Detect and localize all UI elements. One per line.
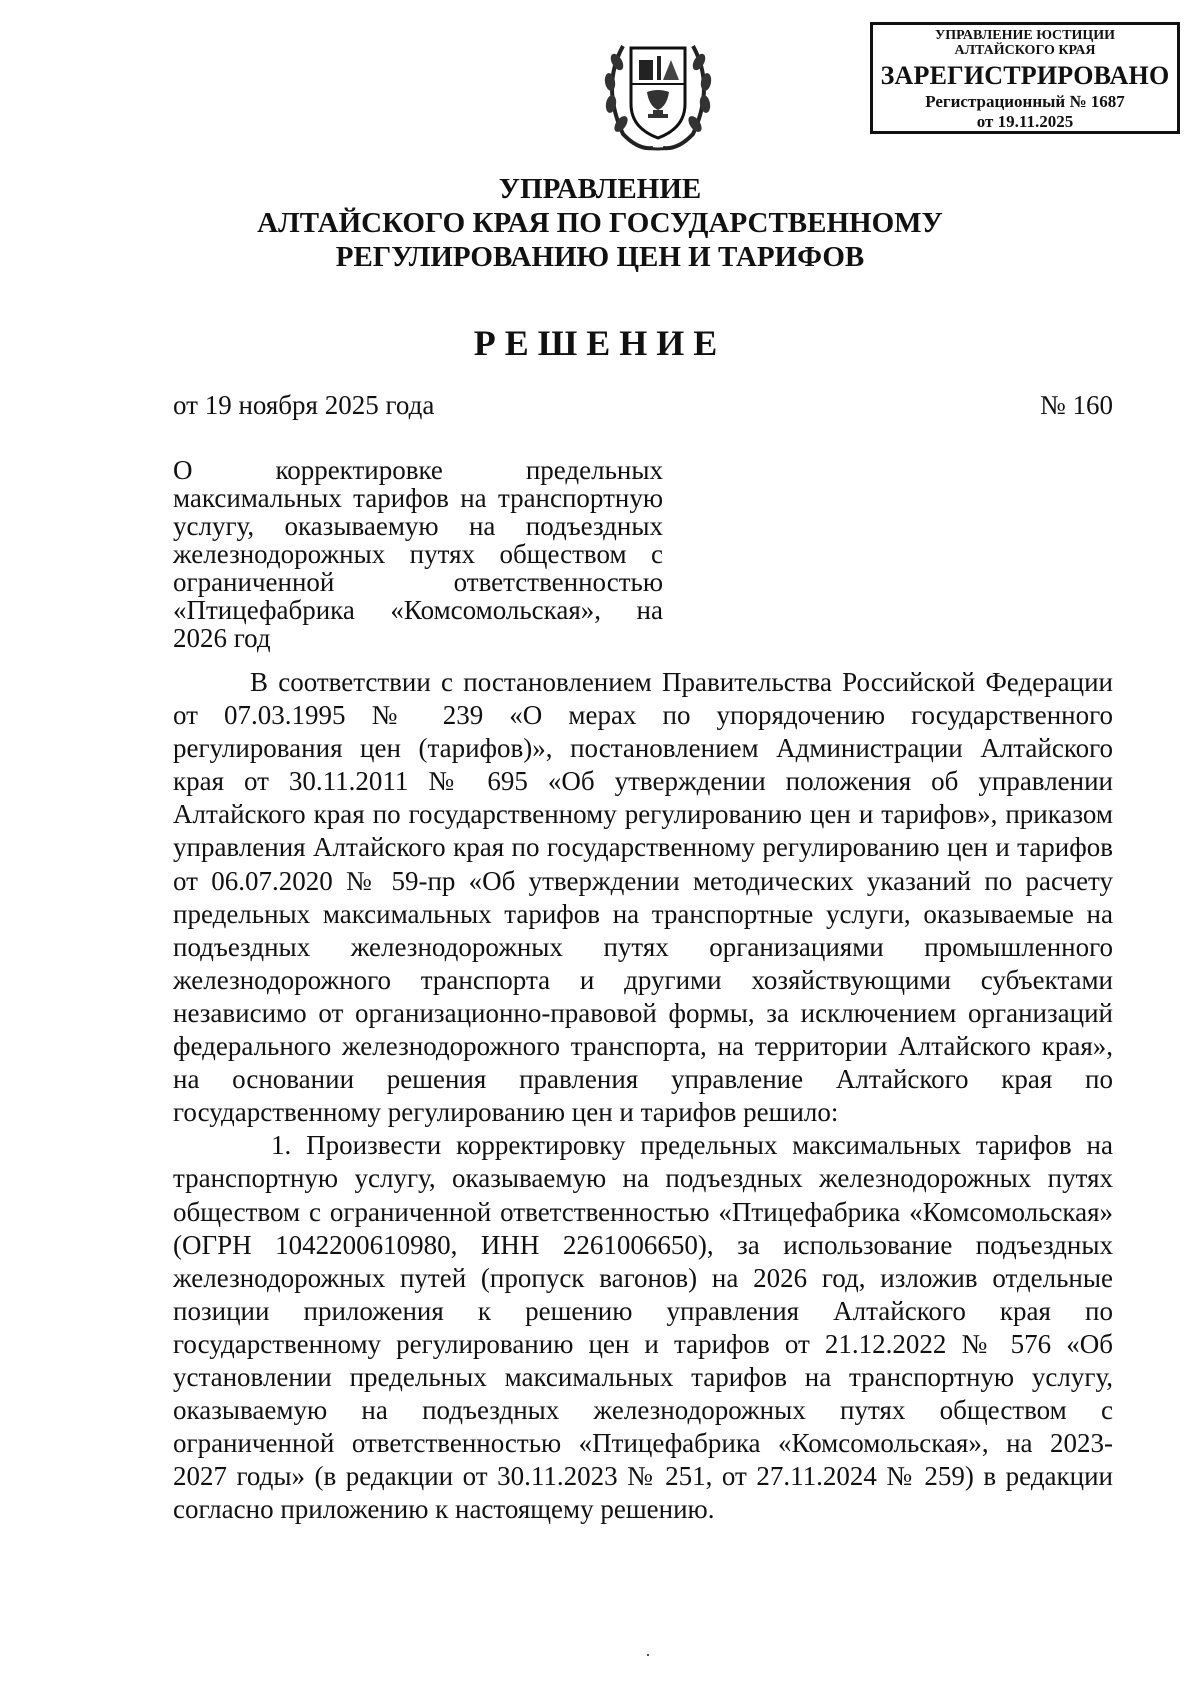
header-line2: АЛТАЙСКОГО КРАЯ ПО ГОСУДАРСТВЕННОМУ: [257, 207, 943, 239]
document-title: РЕШЕНИЕ: [473, 323, 727, 363]
registration-stamp: [870, 22, 1180, 134]
preamble-paragraph: В соответствии с постановлением Правительства Российской Федерации от 07.03.1995 № 239 «О мерах по упорядочению государственного регулирования цен (тарифов)», постановлением Администрации Алтайского края от 30.11.2011 № 695 «Об утверждении положения об управлении Алтайского края по государственному регулированию цен и тарифов», приказом управления Алтайского края по государственному регулированию цен и тарифов от 06.07.2020 № 59-пр «Об утверждении методических указаний по расчету предельных максимальных тарифов на транспортные услуги, оказываемые на подъездных железнодорожных путях организациями промышленного железнодорожного транспорта и другими хозяйствующими субъектами независимо от организационно-правовой формы, за исключением организаций федерального железнодорожного транспорта, на территории Алтайского края», на основании решения правления управление Алтайского края по государственному регулированию цен и тарифов решило:: [173, 667, 1113, 1128]
document-body: [173, 666, 1113, 1526]
stamp-status: ЗАРЕГИСТРИРОВАНО: [880, 61, 1170, 90]
date-number-line: [173, 390, 1113, 421]
decision-number: № 160: [1039, 390, 1113, 420]
stamp-reg-number: Регистрационный № 1687: [925, 92, 1125, 111]
decision-subject: О корректировке предельных максимальных тарифов на транспортную услугу, оказываемую на подъездных железнодорожных путях обществом с ограниченной ответственностью «Птицефабрика «Комсомольская», на 2026 год: [173, 455, 663, 653]
stamp-reg-date: от 19.11.2025: [976, 112, 1074, 131]
decision-date: от 19 ноября 2025 года: [173, 390, 435, 420]
header-line1: УПРАВЛЕНИЕ: [498, 173, 702, 205]
altai-krai-coat-of-arms-icon: [593, 26, 723, 156]
issuing-authority-header: [200, 172, 1000, 274]
item-1-paragraph: 1. Произвести корректировку предельных максимальных тарифов на транспортную услугу, оказываемую на подъездных железнодорожных путях обществом с ограниченной ответственностью «Птицефабрика «Комсомольская» (ОГРН 1042200610980, ИНН 2261006650), за использование подъездных железнодорожных путей (пропуск вагонов) на 2026 год, изложив отдельные позиции приложения к решению управления Алтайского края по государственному регулированию цен и тарифов от 21.12.2022 № 576 «Об установлении предельных максимальных тарифов на транспортную услугу, оказываемую на подъездных железнодорожных путях обществом с ограниченной ответственностью «Птицефабрика «Комсомольская», на 2023-2027 годы» (в редакции от 30.11.2023 № 251, от 27.11.2024 № 259) в редакции согласно приложению к настоящему решению.: [173, 1130, 1113, 1525]
header-line3: РЕГУЛИРОВАНИЮ ЦЕН И ТАРИФОВ: [335, 241, 865, 273]
stamp-authority-line1: УПРАВЛЕНИЕ ЮСТИЦИИ: [935, 28, 1115, 43]
stamp-authority-line2: АЛТАЙСКОГО КРАЯ: [954, 43, 1096, 58]
scan-speck: [647, 1654, 649, 1656]
